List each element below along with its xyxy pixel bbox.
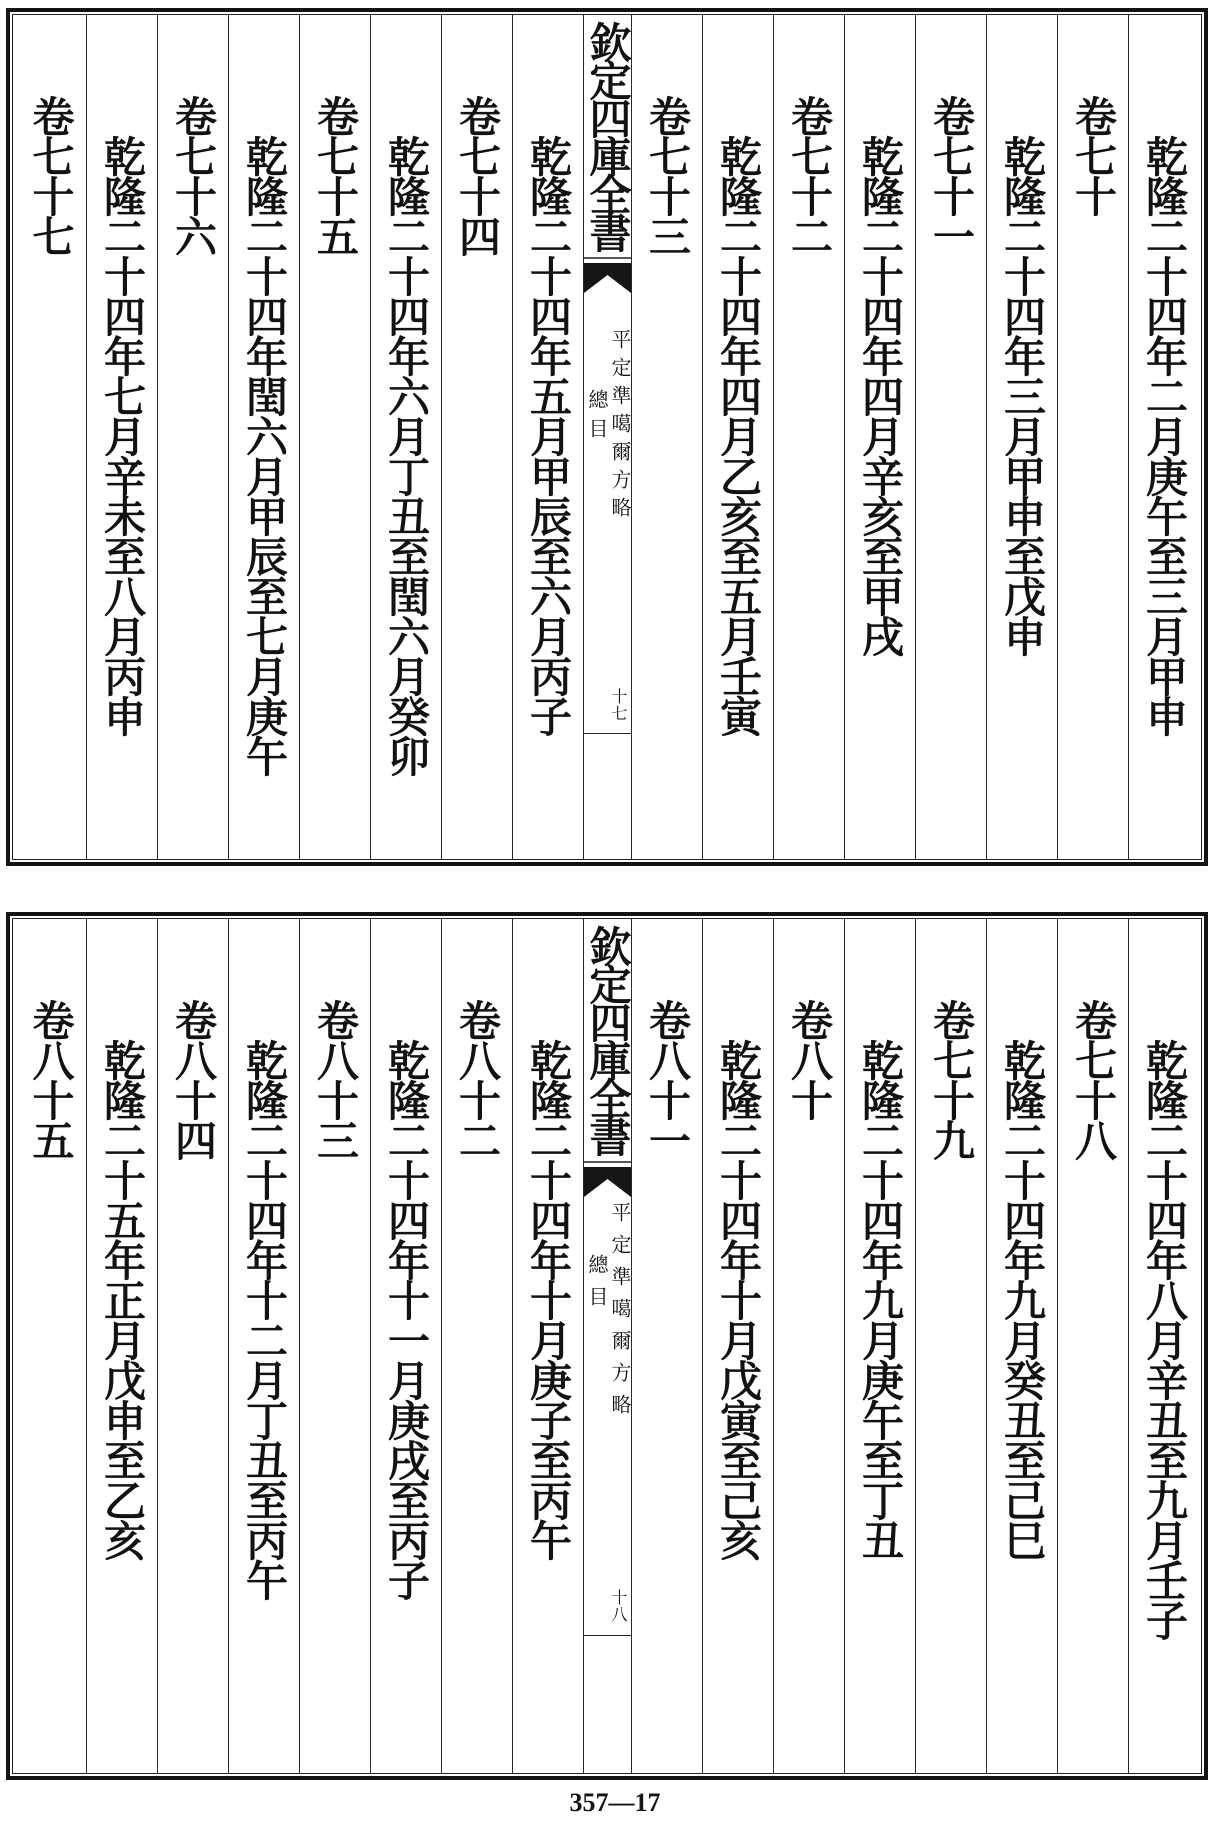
center-spine [583,919,631,1773]
column-grid [15,919,1199,1773]
volume-heading: 卷八十三 [311,999,360,1159]
entry-column [773,15,844,859]
date-range-text: 乾隆二十四年十月戊寅至己亥 [714,1039,763,1559]
volume-heading: 卷八十五 [26,999,76,1159]
entry-column [702,919,773,1773]
entry-column [512,15,583,859]
date-range-text: 乾隆二十四年六月丁丑至閏六月癸卯 [382,135,431,775]
volume-heading: 卷七十五 [311,95,360,255]
date-range-text: 乾隆二十四年四月乙亥至五月壬寅 [714,135,763,735]
volume-heading: 卷七十一 [927,95,976,255]
volume-heading: 卷八十二 [453,999,502,1159]
volume-heading: 卷七十八 [1069,999,1118,1159]
column-grid [15,15,1199,859]
date-range-text: 乾隆二十四年八月辛丑至九月壬子 [1140,1039,1189,1639]
date-range-text: 乾隆二十四年三月甲申至戊申 [998,135,1047,655]
entry-column [370,15,441,859]
entry-column [631,919,702,1773]
date-range-text: 乾隆二十四年九月庚午至丁丑 [856,1039,905,1559]
book-title: 平定準噶爾方略 [608,329,632,525]
entry-column [157,919,228,1773]
date-range-text: 乾隆二十四年九月癸丑至己巳 [998,1039,1047,1559]
volume-heading: 卷七十四 [453,95,502,255]
entry-column [1057,15,1128,859]
volume-heading: 卷七十三 [643,95,692,255]
entry-column [157,15,228,859]
date-range-text: 乾隆二十四年四月辛亥至甲戌 [856,135,905,655]
book-title: 平定準噶爾方略 [608,1202,632,1426]
entry-column [441,15,512,859]
entry-column [299,15,370,859]
entry-column [986,15,1057,859]
series-title: 欽定四庫全書 [583,21,633,249]
date-range-text: 乾隆二十四年七月辛未至八月丙申 [98,135,147,735]
date-range-text: 乾隆二十四年十二月丁丑至丙午 [240,1039,289,1599]
leaf-number: 十七 [609,688,628,722]
entry-column [299,919,370,1773]
entry-column [1057,919,1128,1773]
entry-column [915,919,986,1773]
fishtail-mark [584,257,631,297]
volume-heading: 卷八十四 [169,999,218,1159]
center-spine [583,15,631,859]
section-title: 總目 [585,389,609,447]
entry-column [228,15,299,859]
date-range-text: 乾隆二十四年閏六月甲辰至七月庚午 [240,135,289,775]
entry-column [86,919,157,1773]
entry-column [1128,15,1199,859]
entry-column [15,919,86,1773]
volume-heading: 卷八十一 [643,999,692,1159]
volume-heading: 卷七十六 [169,95,218,255]
page-number: 357—17 [569,1788,661,1817]
leaf-number: 十八 [609,1589,628,1623]
entry-column [370,919,441,1773]
entry-column [915,15,986,859]
entry-column [228,919,299,1773]
entry-column [1128,919,1199,1773]
date-range-text: 乾隆二十四年五月甲辰至六月丙子 [524,135,573,735]
section-title: 總目 [585,1254,609,1318]
date-range-text: 乾隆二十四年二月庚午至三月甲申 [1140,135,1189,735]
entry-column [441,919,512,1773]
volume-heading: 卷八十 [785,999,834,1119]
entry-column [986,919,1057,1773]
entry-column [773,919,844,1773]
upper-page-panel [6,8,1208,866]
date-range-text: 乾隆二十五年正月戊申至乙亥 [98,1039,147,1559]
leaf-rule [584,733,631,734]
entry-column [631,15,702,859]
volume-heading: 卷七十九 [927,999,976,1159]
volume-heading: 卷七十 [1069,95,1118,215]
entry-column [702,15,773,859]
entry-column [512,919,583,1773]
entry-column [15,15,86,859]
entry-column [844,15,915,859]
entry-column [844,919,915,1773]
entry-column [86,15,157,859]
date-range-text: 乾隆二十四年十月庚子至丙午 [524,1039,573,1559]
volume-heading: 卷七十二 [785,95,834,255]
series-title: 欽定四庫全書 [583,925,633,1153]
volume-heading: 卷七十七 [26,95,76,255]
date-range-text: 乾隆二十四年十一月庚戌至丙子 [382,1039,431,1599]
fishtail-mark [584,1161,631,1201]
lower-page-panel [6,912,1208,1780]
leaf-rule [584,1635,631,1636]
